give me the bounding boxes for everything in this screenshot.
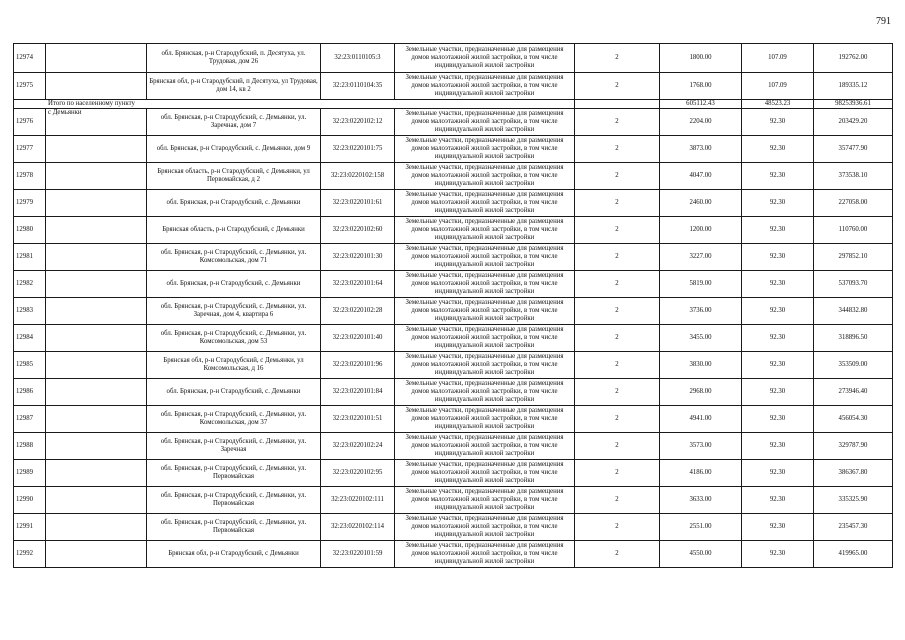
table-row <box>14 136 893 163</box>
table-body-settlement-demyanki <box>14 109 893 568</box>
settlement-name <box>46 514 147 541</box>
permitted-use-cell: Земельные участки, предназначенные для размещения домов малоэтажной жилой застройки, в том числе индивидуальной жилой застройки <box>395 271 575 298</box>
specific-value-cell: 92.30 <box>742 190 814 217</box>
table-row <box>14 352 893 379</box>
settlement-name <box>46 44 147 73</box>
page-number: 791 <box>876 16 891 27</box>
cadastral-number-cell: 32:23:0220102:111 <box>321 487 395 514</box>
total-area: 605112.43 <box>660 100 742 109</box>
category-cell: 2 <box>575 352 660 379</box>
area-cell: 2460.00 <box>660 190 742 217</box>
permitted-use-cell: Земельные участки, предназначенные для размещения домов малоэтажной жилой застройки, в том числе индивидуальной жилой застройки <box>395 136 575 163</box>
cadastral-value-cell: 344832.80 <box>814 298 893 325</box>
table-row <box>14 406 893 433</box>
row-number: 12991 <box>14 514 46 541</box>
cadastral-number-cell: 32:23:0220102:24 <box>321 433 395 460</box>
cadastral-value-cell: 110760.00 <box>814 217 893 244</box>
category-cell: 2 <box>575 73 660 100</box>
settlement-name <box>46 487 147 514</box>
address-cell: обл. Брянская, р-н Стародубский, с. Демьянки, ул. Заречная <box>147 433 321 460</box>
settlement-name <box>46 352 147 379</box>
row-number: 12979 <box>14 190 46 217</box>
settlement-name <box>46 136 147 163</box>
specific-value-cell: 107.09 <box>742 44 814 73</box>
permitted-use-cell: Земельные участки, предназначенные для размещения домов малоэтажной жилой застройки, в том числе индивидуальной жилой застройки <box>395 163 575 190</box>
specific-value-cell: 92.30 <box>742 379 814 406</box>
area-cell: 3873.00 <box>660 136 742 163</box>
settlement-name <box>46 271 147 298</box>
cadastral-value-cell: 235457.30 <box>814 514 893 541</box>
table-row <box>14 487 893 514</box>
total-rate: 48523.23 <box>742 100 814 109</box>
cadastral-value-cell: 419965.00 <box>814 541 893 568</box>
cadastral-number-cell: 32:23:0220101:51 <box>321 406 395 433</box>
address-cell: Брянская обл, р-н Стародубский, п Десятуха, ул Трудовая, дом 14, кв 2 <box>147 73 321 100</box>
area-cell: 2968.00 <box>660 379 742 406</box>
area-cell: 1200.00 <box>660 217 742 244</box>
cadastral-value-cell: 537093.70 <box>814 271 893 298</box>
category-cell: 2 <box>575 163 660 190</box>
specific-value-cell: 92.30 <box>742 271 814 298</box>
settlement-name <box>46 325 147 352</box>
settlement-name <box>46 541 147 568</box>
specific-value-cell: 92.30 <box>742 460 814 487</box>
specific-value-cell: 92.30 <box>742 136 814 163</box>
table-row <box>14 217 893 244</box>
cadastral-number-cell: 32:23:0110104:35 <box>321 73 395 100</box>
specific-value-cell: 92.30 <box>742 406 814 433</box>
cadastral-number-cell: 32:23:0110105:3 <box>321 44 395 73</box>
settlement-name <box>46 163 147 190</box>
table-row <box>14 298 893 325</box>
row-number: 12992 <box>14 541 46 568</box>
permitted-use-cell: Земельные участки, предназначенные для размещения домов малоэтажной жилой застройки, в том числе индивидуальной жилой застройки <box>395 73 575 100</box>
specific-value-cell: 92.30 <box>742 433 814 460</box>
cadastral-number-cell: 32:23:0220101:61 <box>321 190 395 217</box>
table-body-previous-settlement <box>14 44 893 100</box>
area-cell: 3227.00 <box>660 244 742 271</box>
address-cell: Брянская обл, р-н Стародубский, с Демьянки <box>147 541 321 568</box>
address-cell: обл. Брянская, р-н Стародубский, с. Демьянки <box>147 271 321 298</box>
category-cell: 2 <box>575 379 660 406</box>
category-cell: 2 <box>575 244 660 271</box>
row-number: 12989 <box>14 460 46 487</box>
category-cell: 2 <box>575 487 660 514</box>
settlement-name <box>46 190 147 217</box>
row-number: 12978 <box>14 163 46 190</box>
address-cell: Брянская область, р-н Стародубский, с Демьянки, ул Первомайская, д 2 <box>147 163 321 190</box>
specific-value-cell: 92.30 <box>742 244 814 271</box>
cadastral-value-cell: 273946.40 <box>814 379 893 406</box>
cadastral-value-cell: 329787.90 <box>814 433 893 460</box>
settlement-name <box>46 379 147 406</box>
row-number: 12990 <box>14 487 46 514</box>
permitted-use-cell: Земельные участки, предназначенные для размещения домов малоэтажной жилой застройки, в том числе индивидуальной жилой застройки <box>395 217 575 244</box>
row-number: 12981 <box>14 244 46 271</box>
settlement-name <box>46 433 147 460</box>
row-number: 12976 <box>14 109 46 136</box>
cadastral-value-cell: 456054.30 <box>814 406 893 433</box>
table-total-section <box>14 100 893 109</box>
specific-value-cell: 92.30 <box>742 541 814 568</box>
row-number: 12975 <box>14 73 46 100</box>
table-row <box>14 325 893 352</box>
cadastral-number-cell: 32:23:0220101:84 <box>321 379 395 406</box>
area-cell: 2551.00 <box>660 514 742 541</box>
cadastral-number-cell: 32:23:0220102:60 <box>321 217 395 244</box>
row-number: 12988 <box>14 433 46 460</box>
area-cell: 4550.00 <box>660 541 742 568</box>
area-cell: 3830.00 <box>660 352 742 379</box>
category-cell: 2 <box>575 44 660 73</box>
address-cell: обл. Брянская, р-н Стародубский, с. Демьянки, дом 9 <box>147 136 321 163</box>
specific-value-cell: 107.09 <box>742 73 814 100</box>
table-row <box>14 379 893 406</box>
area-cell: 4941.00 <box>660 406 742 433</box>
settlement-name <box>46 406 147 433</box>
area-cell: 3736.00 <box>660 298 742 325</box>
category-cell: 2 <box>575 271 660 298</box>
settlement-name: с Демьянки <box>46 109 147 136</box>
permitted-use-cell: Земельные участки, предназначенные для размещения домов малоэтажной жилой застройки, в том числе индивидуальной жилой застройки <box>395 379 575 406</box>
category-cell: 2 <box>575 460 660 487</box>
category-cell: 2 <box>575 136 660 163</box>
permitted-use-cell: Земельные участки, предназначенные для размещения домов малоэтажной жилой застройки, в том числе индивидуальной жилой застройки <box>395 352 575 379</box>
category-cell: 2 <box>575 298 660 325</box>
table-row <box>14 541 893 568</box>
address-cell: обл. Брянская, р-н Стародубский, с. Демьянки, ул. Первомайская <box>147 460 321 487</box>
table-row <box>14 433 893 460</box>
total-value: 98253936.61 <box>814 100 893 109</box>
address-cell: обл. Брянская, р-н Стародубский, с. Демьянки, ул. Первомайская <box>147 514 321 541</box>
cadastral-value-cell: 335325.90 <box>814 487 893 514</box>
settlement-name <box>46 460 147 487</box>
area-cell: 2204.00 <box>660 109 742 136</box>
specific-value-cell: 92.30 <box>742 298 814 325</box>
settlement-name <box>46 298 147 325</box>
table-row <box>14 44 893 73</box>
total-empty-cell <box>575 100 660 109</box>
category-cell: 2 <box>575 325 660 352</box>
category-cell: 2 <box>575 217 660 244</box>
permitted-use-cell: Земельные участки, предназначенные для размещения домов малоэтажной жилой застройки, в том числе индивидуальной жилой застройки <box>395 109 575 136</box>
cadastral-value-cell: 373538.10 <box>814 163 893 190</box>
address-cell: обл. Брянская, р-н Стародубский, с. Демьянки, ул. Комсомольская, дом 37 <box>147 406 321 433</box>
cadastral-number-cell: 32:23:0220101:75 <box>321 136 395 163</box>
row-number: 12974 <box>14 44 46 73</box>
cadastral-value-cell: 227058.00 <box>814 190 893 217</box>
cadastral-value-cell: 318896.50 <box>814 325 893 352</box>
area-cell: 4047.00 <box>660 163 742 190</box>
specific-value-cell: 92.30 <box>742 325 814 352</box>
address-cell: обл. Брянская, р-н Стародубский, с. Демьянки, ул. Заречная, дом 7 <box>147 109 321 136</box>
settlement-total-row <box>14 100 893 109</box>
cadastral-value-cell: 297852.10 <box>814 244 893 271</box>
address-cell: Брянская обл, р-н Стародубский, с Демьянки, ул Комсомольская, д 16 <box>147 352 321 379</box>
address-cell: обл. Брянская, р-н Стародубский, с. Демьянки <box>147 190 321 217</box>
cadastral-value-cell: 192762.00 <box>814 44 893 73</box>
address-cell: обл. Брянская, р-н Стародубский, с. Демьянки, ул. Заречная, дом 4, квартира 6 <box>147 298 321 325</box>
table-row <box>14 271 893 298</box>
cadastral-number-cell: 32:23:0220101:40 <box>321 325 395 352</box>
address-cell: обл. Брянская, р-н Стародубский, с. Демьянки, ул. Комсомольская, дом 53 <box>147 325 321 352</box>
row-number: 12984 <box>14 325 46 352</box>
permitted-use-cell: Земельные участки, предназначенные для размещения домов малоэтажной жилой застройки, в том числе индивидуальной жилой застройки <box>395 433 575 460</box>
permitted-use-cell: Земельные участки, предназначенные для размещения домов малоэтажной жилой застройки, в том числе индивидуальной жилой застройки <box>395 325 575 352</box>
category-cell: 2 <box>575 190 660 217</box>
cadastral-number-cell: 32:23:0220101:64 <box>321 271 395 298</box>
category-cell: 2 <box>575 514 660 541</box>
area-cell: 1800.00 <box>660 44 742 73</box>
specific-value-cell: 92.30 <box>742 217 814 244</box>
area-cell: 3573.00 <box>660 433 742 460</box>
land-cadastral-value-table <box>13 43 893 568</box>
cadastral-number-cell: 32:23:0220101:59 <box>321 541 395 568</box>
cadastral-number-cell: 32:23:0220101:30 <box>321 244 395 271</box>
row-number: 12980 <box>14 217 46 244</box>
specific-value-cell: 92.30 <box>742 352 814 379</box>
permitted-use-cell: Земельные участки, предназначенные для размещения домов малоэтажной жилой застройки, в том числе индивидуальной жилой застройки <box>395 244 575 271</box>
permitted-use-cell: Земельные участки, предназначенные для размещения домов малоэтажной жилой застройки, в том числе индивидуальной жилой застройки <box>395 44 575 73</box>
settlement-name <box>46 217 147 244</box>
cadastral-value-cell: 203429.20 <box>814 109 893 136</box>
permitted-use-cell: Земельные участки, предназначенные для размещения домов малоэтажной жилой застройки, в том числе индивидуальной жилой застройки <box>395 298 575 325</box>
table-row <box>14 163 893 190</box>
specific-value-cell: 92.30 <box>742 163 814 190</box>
cadastral-value-cell: 189335.12 <box>814 73 893 100</box>
table-row <box>14 109 893 136</box>
permitted-use-cell: Земельные участки, предназначенные для размещения домов малоэтажной жилой застройки, в том числе индивидуальной жилой застройки <box>395 487 575 514</box>
area-cell: 3633.00 <box>660 487 742 514</box>
area-cell: 1768.00 <box>660 73 742 100</box>
category-cell: 2 <box>575 406 660 433</box>
settlement-name <box>46 73 147 100</box>
row-number: 12986 <box>14 379 46 406</box>
specific-value-cell: 92.30 <box>742 487 814 514</box>
cadastral-number-cell: 32:23:0220102:95 <box>321 460 395 487</box>
address-cell: обл. Брянская, р-н Стародубский, с. Демьянки <box>147 379 321 406</box>
specific-value-cell: 92.30 <box>742 109 814 136</box>
address-cell: обл. Брянская, р-н Стародубский, с. Демьянки, ул. Первомайская <box>147 487 321 514</box>
permitted-use-cell: Земельные участки, предназначенные для размещения домов малоэтажной жилой застройки, в том числе индивидуальной жилой застройки <box>395 514 575 541</box>
row-number: 12977 <box>14 136 46 163</box>
category-cell: 2 <box>575 433 660 460</box>
cadastral-value-cell: 357477.90 <box>814 136 893 163</box>
cadastral-number-cell: 32:23:0220102:158 <box>321 163 395 190</box>
table-row <box>14 514 893 541</box>
cadastral-number-cell: 32:23:0220102:28 <box>321 298 395 325</box>
row-number: 12982 <box>14 271 46 298</box>
area-cell: 5819.00 <box>660 271 742 298</box>
category-cell: 2 <box>575 541 660 568</box>
area-cell: 4186.00 <box>660 460 742 487</box>
specific-value-cell: 92.30 <box>742 514 814 541</box>
address-cell: обл. Брянская, р-н Стародубский, п. Десятуха, ул. Трудовая, дом 26 <box>147 44 321 73</box>
cadastral-value-cell: 353509.00 <box>814 352 893 379</box>
permitted-use-cell: Земельные участки, предназначенные для размещения домов малоэтажной жилой застройки, в том числе индивидуальной жилой застройки <box>395 190 575 217</box>
cadastral-number-cell: 32:23:0220102:12 <box>321 109 395 136</box>
permitted-use-cell: Земельные участки, предназначенные для размещения домов малоэтажной жилой застройки, в том числе индивидуальной жилой застройки <box>395 541 575 568</box>
cadastral-number-cell: 32:23:0220101:96 <box>321 352 395 379</box>
cadastral-value-cell: 386367.80 <box>814 460 893 487</box>
row-number: 12983 <box>14 298 46 325</box>
table-row <box>14 190 893 217</box>
permitted-use-cell: Земельные участки, предназначенные для размещения домов малоэтажной жилой застройки, в том числе индивидуальной жилой застройки <box>395 406 575 433</box>
table-row <box>14 460 893 487</box>
address-cell: обл. Брянская, р-н Стародубский, с. Демьянки, ул. Комсомольская, дом 71 <box>147 244 321 271</box>
row-number: 12985 <box>14 352 46 379</box>
table-row <box>14 244 893 271</box>
settlement-name <box>46 244 147 271</box>
total-label: Итого по населенному пункту <box>14 100 575 109</box>
row-number: 12987 <box>14 406 46 433</box>
address-cell: Брянская область, р-н Стародубский, с Демьянки <box>147 217 321 244</box>
cadastral-number-cell: 32:23:0220102:114 <box>321 514 395 541</box>
table-row <box>14 73 893 100</box>
area-cell: 3455.00 <box>660 325 742 352</box>
category-cell: 2 <box>575 109 660 136</box>
permitted-use-cell: Земельные участки, предназначенные для размещения домов малоэтажной жилой застройки, в том числе индивидуальной жилой застройки <box>395 460 575 487</box>
